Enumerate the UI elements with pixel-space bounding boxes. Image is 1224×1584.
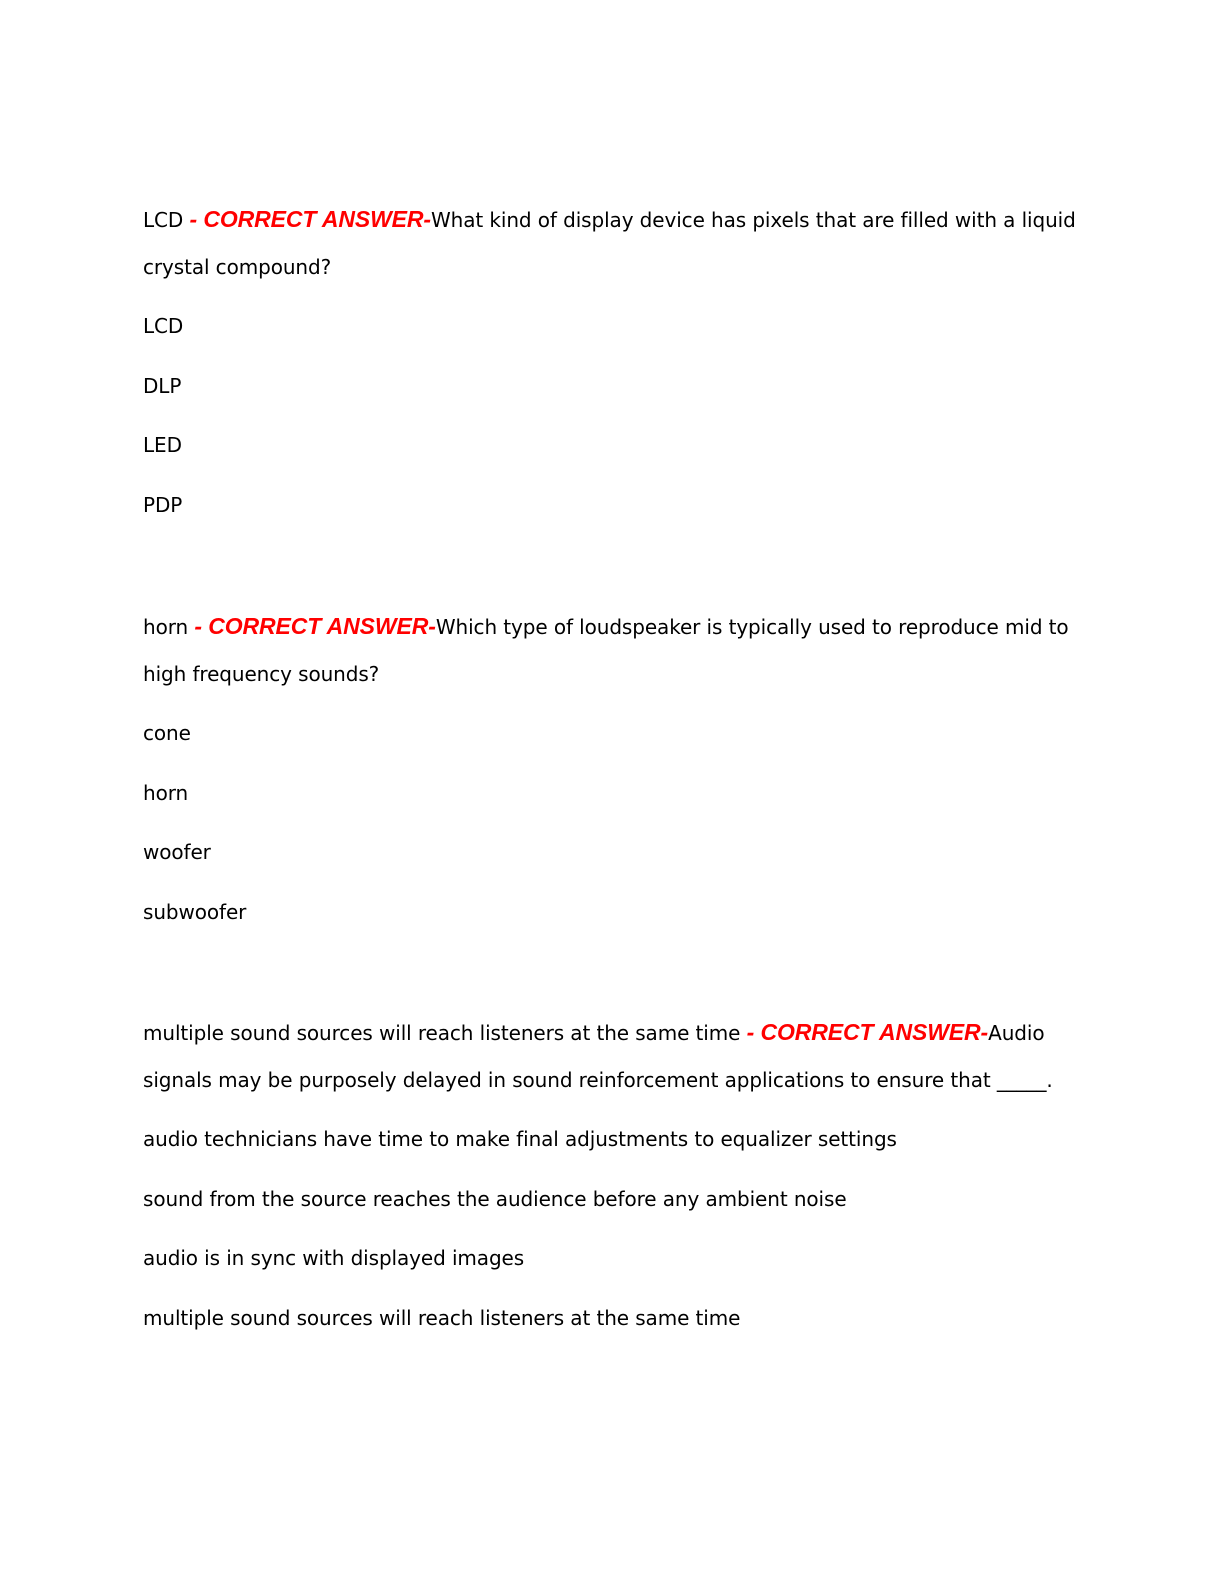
option-item: horn: [143, 780, 189, 805]
question-text: [143, 1009, 1083, 1104]
option-list: [143, 314, 1083, 517]
question-text: [143, 603, 1083, 698]
option-item: woofer: [143, 840, 211, 864]
answer-text: horn: [143, 615, 189, 639]
option-item: LCD: [143, 314, 184, 338]
answer-text: LCD: [143, 208, 184, 232]
question-block-3: [143, 1009, 1083, 1365]
option-item: multiple sound sources will reach listeners at the same time: [143, 1305, 741, 1330]
option-item: PDP: [143, 492, 183, 517]
option-list: [143, 721, 1083, 924]
question-block-1: [143, 196, 1083, 552]
question-stem: Audio signals may be purposely delayed in sound reinforcement applications to ensure that _____.: [143, 1021, 1053, 1092]
answer-text: multiple sound sources will reach listeners at the same time: [143, 1021, 741, 1045]
option-item: sound from the source reaches the audience before any ambient noise: [143, 1186, 847, 1211]
option-item: subwoofer: [143, 899, 247, 924]
option-item: DLP: [143, 373, 182, 398]
option-item: audio technicians have time to make final adjustments to equalizer settings: [143, 1127, 897, 1151]
correct-answer-marker: - CORRECT ANSWER-: [740, 1019, 989, 1045]
option-item: audio is in sync with displayed images: [143, 1246, 525, 1270]
option-item: cone: [143, 721, 191, 745]
question-stem: Which type of loudspeaker is typically used to reproduce mid to high frequency sounds?: [143, 615, 1069, 686]
question-text: [143, 196, 1083, 291]
correct-answer-marker: - CORRECT ANSWER-: [188, 613, 436, 639]
option-list: [143, 1127, 1083, 1330]
question-block-2: [143, 603, 1083, 959]
correct-answer-marker: - CORRECT ANSWER-: [183, 206, 431, 232]
question-stem: What kind of display device has pixels that are filled with a liquid crystal compound?: [143, 208, 1076, 279]
option-item: LED: [143, 433, 182, 457]
